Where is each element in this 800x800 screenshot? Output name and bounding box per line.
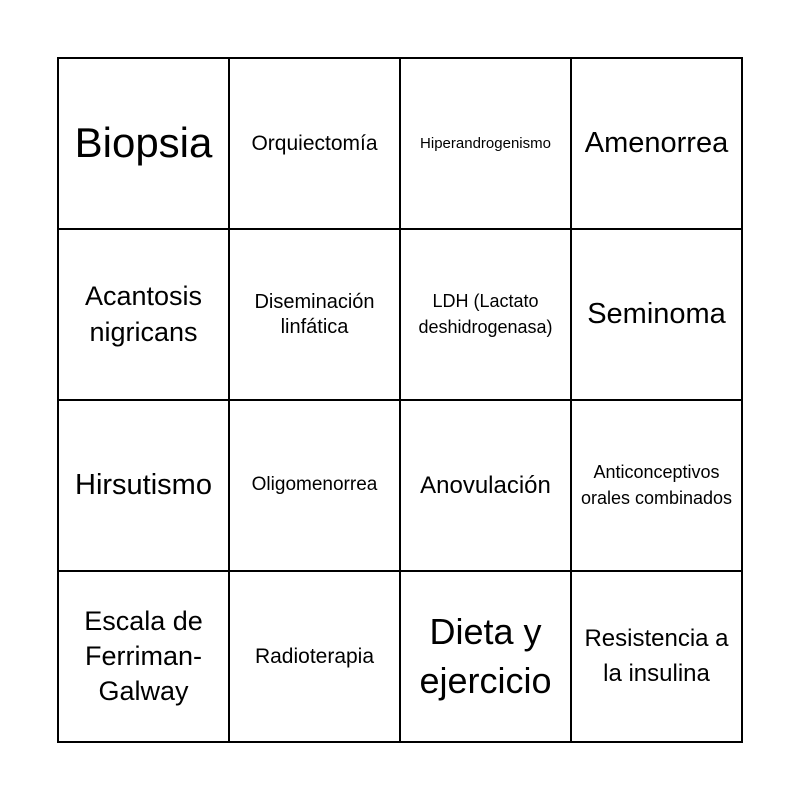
bingo-cell[interactable] [59,230,230,401]
bingo-cell[interactable] [572,401,743,572]
cell-label: Anticonceptivos orales combinados [580,462,733,508]
cell-label: Biopsia [74,119,213,167]
cell-label: Acantosis nigricans [84,281,203,347]
bingo-cell[interactable] [59,401,230,572]
cell-label: Anovulación [420,471,551,499]
cell-label: LDH (Lactato deshidrogenasa) [418,291,553,337]
cell-label: Hirsutismo [75,469,212,502]
bingo-cell[interactable] [572,230,743,401]
cell-label: Oligomenorrea [251,474,378,496]
cell-label: Dieta y ejercicio [419,610,552,701]
cell-label: Hiperandrogenismo [420,134,551,152]
bingo-cell[interactable] [401,59,572,230]
bingo-cell[interactable] [230,230,401,401]
bingo-cell[interactable] [401,572,572,743]
bingo-cell[interactable] [572,59,743,230]
bingo-cell[interactable] [230,401,401,572]
bingo-cell[interactable] [401,401,572,572]
cell-label: Orquiectomía [251,131,378,155]
cell-label: Amenorrea [584,127,729,160]
bingo-cell[interactable] [230,59,401,230]
cell-label: Escala de Ferriman-Galway [84,605,203,707]
bingo-cell[interactable] [572,572,743,743]
cell-label: Seminoma [587,298,726,331]
bingo-cell[interactable] [401,230,572,401]
bingo-board [57,57,743,743]
cell-label: Resistencia a la insulina [584,624,729,687]
bingo-cell[interactable] [59,59,230,230]
cell-label: Diseminación linfática [254,290,375,338]
cell-label: Radioterapia [254,644,375,668]
bingo-cell[interactable] [59,572,230,743]
bingo-cell[interactable] [230,572,401,743]
